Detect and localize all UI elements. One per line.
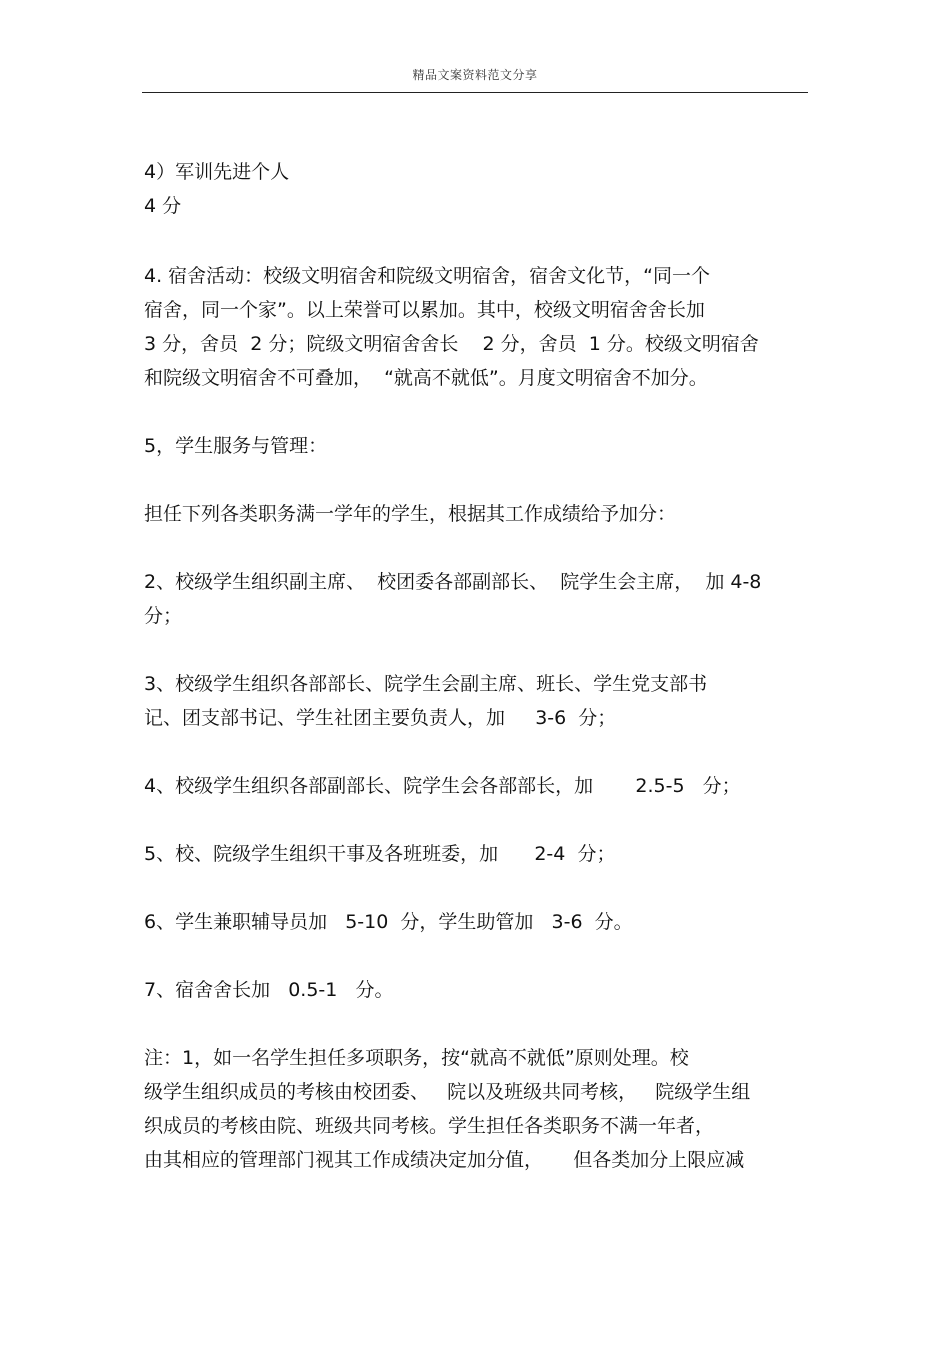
list-item-7 [144,973,810,1007]
paragraph-dormitory-activity [144,259,810,395]
text-line: 4）军训先进个人 [144,161,290,183]
paragraph-intro [144,497,810,531]
text-line: 3、校级学生组织各部部长、院学生会副主席、班长、学生党支部书 [144,673,708,695]
text-line: 6、学生兼职辅导员加 5-10 分，学生助管加 3-6 分。 [144,911,633,933]
text-line: 5、校、院级学生组织干事及各班班委，加 2-4 分； [144,843,616,865]
text-line: 分； [144,605,183,627]
text-line: 4 分 [144,195,182,217]
list-item-6 [144,905,810,939]
text-line: 和院级文明宿舍不可叠加， “就高不就低”。月度文明宿舍不加分。 [144,367,708,389]
text-line: 4. 宿舍活动：校级文明宿舍和院级文明宿舍，宿舍文化节，“同一个 [144,265,711,287]
text-line: 由其相应的管理部门视其工作成绩决定加分值， 但各类加分上限应减 [144,1149,745,1171]
text-line: 注：1，如一名学生担任多项职务，按“就高不就低”原则处理。校 [144,1047,689,1069]
text-line: 4、校级学生组织各部副部长、院学生会各部部长，加 2.5-5 分； [144,775,741,797]
page-header [142,62,808,93]
text-line: 记、团支部书记、学生社团主要负责人，加 3-6 分； [144,707,617,729]
document-body [144,155,810,1177]
header-title: 精品文案资料范文分享 [412,68,538,82]
text-line: 担任下列各类职务满一学年的学生，根据其工作成绩给予加分： [144,503,677,525]
text-line: 3 分，舍员 2 分；院级文明宿舍舍长 2 分，舍员 1 分。校级文明宿舍 [144,333,759,355]
text-line: 5，学生服务与管理： [144,435,328,457]
list-item-3 [144,667,810,735]
list-item-2 [144,565,810,633]
text-line: 级学生组织成员的考核由校团委、 院以及班级共同考核， 院级学生组 [144,1081,751,1103]
paragraph-note [144,1041,810,1177]
paragraph-military-training [144,155,810,223]
text-line: 宿舍，同一个家”。以上荣誉可以累加。其中，校级文明宿舍舍长加 [144,299,705,321]
text-line: 织成员的考核由院、班级共同考核。学生担任各类职务不满一年者， [144,1115,715,1137]
list-item-4 [144,769,810,803]
list-item-5 [144,837,810,871]
text-line: 7、宿舍舍长加 0.5-1 分。 [144,979,394,1001]
section-heading-student-service [144,429,810,463]
text-line: 2、校级学生组织副主席、 校团委各部副部长、 院学生会主席， 加 4-8 [144,571,762,593]
